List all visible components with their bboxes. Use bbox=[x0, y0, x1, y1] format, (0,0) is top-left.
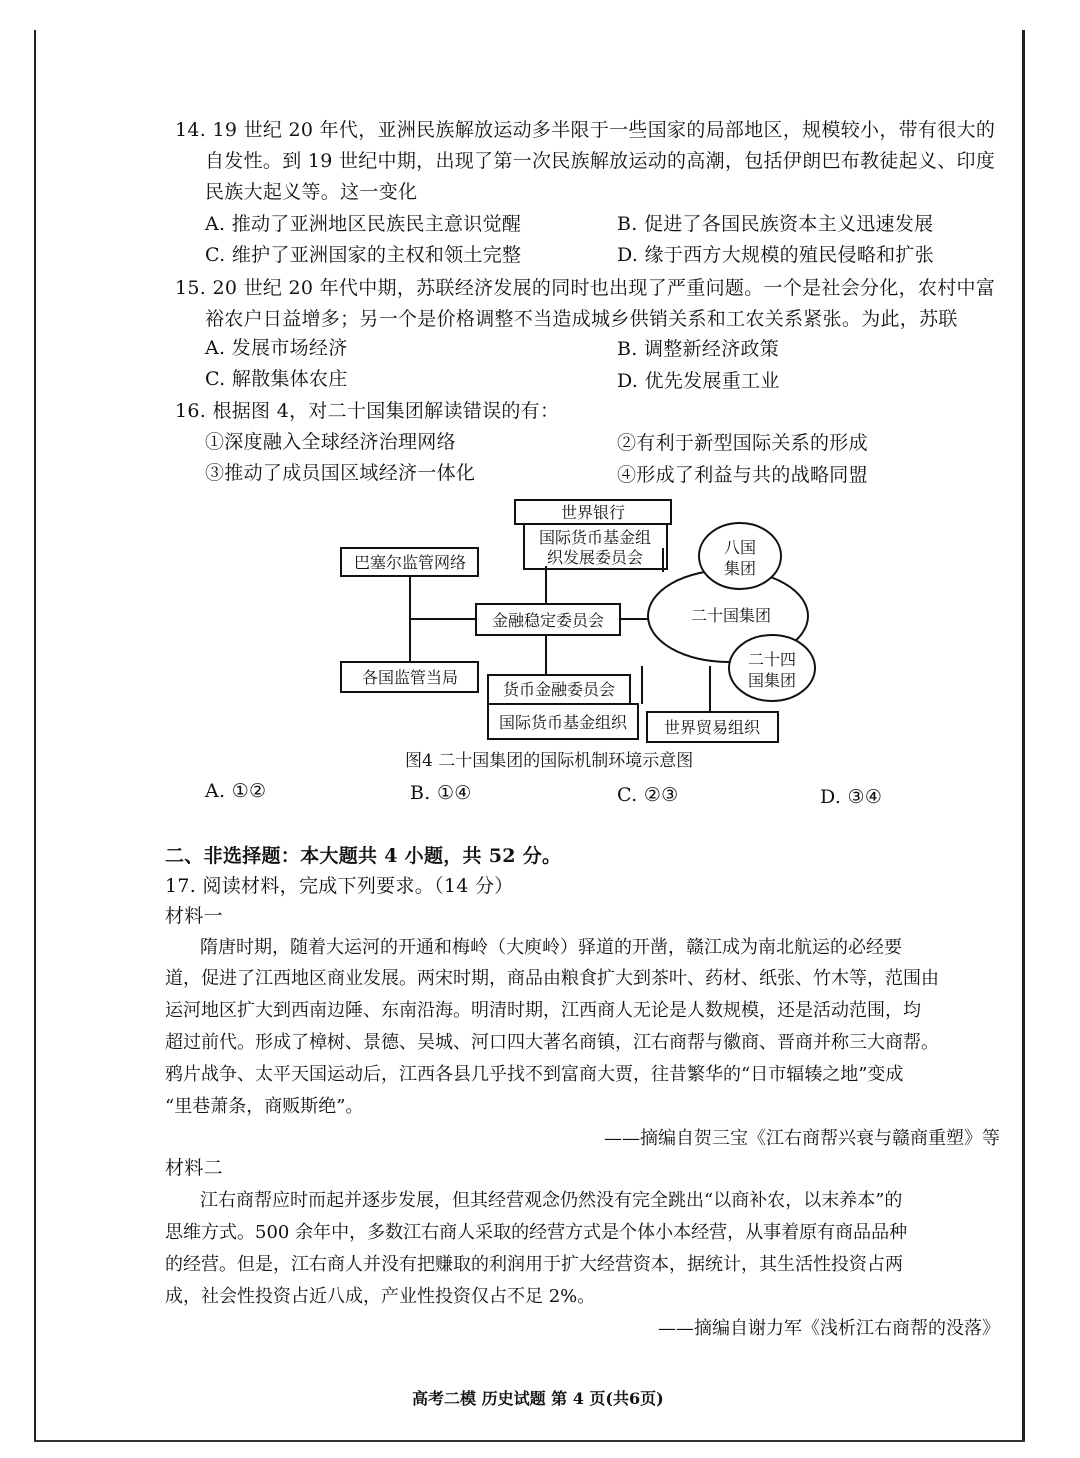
label-monetary-committee: 货币金融委员会 bbox=[502, 680, 616, 699]
material-1-line: 隋唐时期，随着大运河的开通和梅岭（大庾岭）驿道的开凿，赣江成为南北航运的必经要 bbox=[200, 937, 902, 958]
material-2-source: ——摘编自谢力军《浅析江右商帮的没落》 bbox=[658, 1318, 1000, 1339]
q16-option-a: A. ①② bbox=[205, 780, 267, 802]
label-world-bank: 世界银行 bbox=[560, 503, 626, 522]
label-fsb: 金融稳定委员会 bbox=[491, 611, 605, 630]
q16-statement-2: ②有利于新型国际关系的形成 bbox=[617, 432, 868, 454]
q17-stem: 17. 阅读材料，完成下列要求。（14 分） bbox=[165, 875, 514, 897]
material-2-line: 成，社会性投资占近八成，产业性投资仅占不足 2%。 bbox=[165, 1286, 596, 1307]
q15-option-d: D. 优先发展重工业 bbox=[617, 370, 780, 392]
label-g20: 二十国集团 bbox=[690, 606, 772, 625]
q16-option-b: B. ①④ bbox=[410, 782, 472, 804]
page-border-bottom bbox=[34, 1440, 1025, 1442]
q16-option-d: D. ③④ bbox=[820, 786, 883, 808]
q14-line-2: 自发性。到 19 世纪中期，出现了第一次民族解放运动的高潮，包括伊朗巴布教徒起义、印度 bbox=[205, 150, 996, 172]
label-basel: 巴塞尔监管网络 bbox=[353, 553, 467, 572]
label-g24-2: 国集团 bbox=[747, 671, 797, 690]
q16-stem: 16. 根据图 4，对二十国集团解读错误的有： bbox=[175, 400, 560, 422]
label-wto: 世界贸易组织 bbox=[663, 718, 761, 737]
label-imf-committee-2: 织发展委员会 bbox=[546, 548, 644, 567]
material-1-line: 运河地区扩大到西南边陲、东南沿海。明清时期，江西商人无论是人数规模，还是活动范围，均 bbox=[165, 1000, 921, 1021]
label-imf: 国际货币基金组织 bbox=[498, 713, 628, 732]
q14-option-b: B. 促进了各国民族资本主义迅速发展 bbox=[617, 213, 934, 235]
label-g8-1: 八国 bbox=[723, 538, 757, 557]
material-1-line: 鸦片战争、太平天国运动后，江西各县几乎找不到富商大贾，往昔繁华的“日市辐辏之地”变成 bbox=[165, 1064, 904, 1085]
q14-option-d: D. 缘于西方大规模的殖民侵略和扩张 bbox=[617, 244, 935, 266]
material-1-line: 道，促进了江西地区商业发展。两宋时期，商品由粮食扩大到茶叶、药材、纸张、竹木等，范围由 bbox=[165, 968, 939, 989]
material-2-line: 江右商帮应时而起并逐步发展，但其经营观念仍然没有完全跳出“以商补农，以末养本”的 bbox=[200, 1190, 903, 1211]
q14-option-c: C. 维护了亚洲国家的主权和领土完整 bbox=[205, 244, 522, 266]
q15-option-a: A. 发展市场经济 bbox=[205, 337, 348, 359]
material-1-source: ——摘编自贺三宝《江右商帮兴衰与赣商重塑》等 bbox=[604, 1128, 1000, 1149]
q16-statement-4: ④形成了利益与共的战略同盟 bbox=[617, 464, 868, 486]
label-g24-1: 二十四 bbox=[747, 650, 797, 669]
material-2-label: 材料二 bbox=[165, 1157, 223, 1179]
section-2-heading: 二、非选择题：本大题共 4 小题，共 52 分。 bbox=[165, 845, 562, 867]
q16-option-c: C. ②③ bbox=[617, 784, 679, 806]
label-imf-committee-1: 国际货币基金组 bbox=[538, 528, 652, 547]
material-2-line: 的经营。但是，江右商人并没有把赚取的利润用于扩大经营资本，据统计，其生活性投资占两 bbox=[165, 1254, 903, 1275]
label-regulators: 各国监管当局 bbox=[361, 668, 459, 687]
q15-option-c: C. 解散集体农庄 bbox=[205, 368, 348, 390]
figure-caption: 图4 二十国集团的国际机制环境示意图 bbox=[405, 751, 694, 771]
q16-statement-1: ①深度融入全球经济治理网络 bbox=[205, 431, 456, 453]
material-1-line: “里巷萧条，商贩斯绝”。 bbox=[165, 1096, 364, 1117]
q14-line-1: 14. 19 世纪 20 年代，亚洲民族解放运动多半限于一些国家的局部地区，规模较小，带有很大的 bbox=[175, 119, 996, 141]
page-footer: 高考二模 历史试题 第 4 页(共6页) bbox=[412, 1389, 664, 1408]
material-2-line: 思维方式。500 余年中，多数江右商人采取的经营方式是个体小本经营，从事着原有商品品种 bbox=[165, 1222, 908, 1243]
q15-option-b: B. 调整新经济政策 bbox=[617, 338, 780, 360]
q15-line-1: 15. 20 世纪 20 年代中期，苏联经济发展的同时也出现了严重问题。一个是社会分化，农村中富 bbox=[175, 277, 996, 299]
q16-statement-3: ③推动了成员国区域经济一体化 bbox=[205, 462, 476, 484]
q14-line-3: 民族大起义等。这一变化 bbox=[205, 181, 418, 203]
q14-option-a: A. 推动了亚洲地区民族民主意识觉醒 bbox=[205, 213, 522, 235]
q15-line-2: 裕农户日益增多；另一个是价格调整不当造成城乡供销关系和工农关系紧张。为此，苏联 bbox=[205, 308, 958, 330]
material-1-line: 超过前代。形成了樟树、景德、吴城、河口四大著名商镇，江右商帮与徽商、晋商并称三大商帮。 bbox=[165, 1032, 939, 1053]
label-g8-2: 集团 bbox=[723, 559, 757, 578]
material-1-label: 材料一 bbox=[165, 905, 223, 927]
